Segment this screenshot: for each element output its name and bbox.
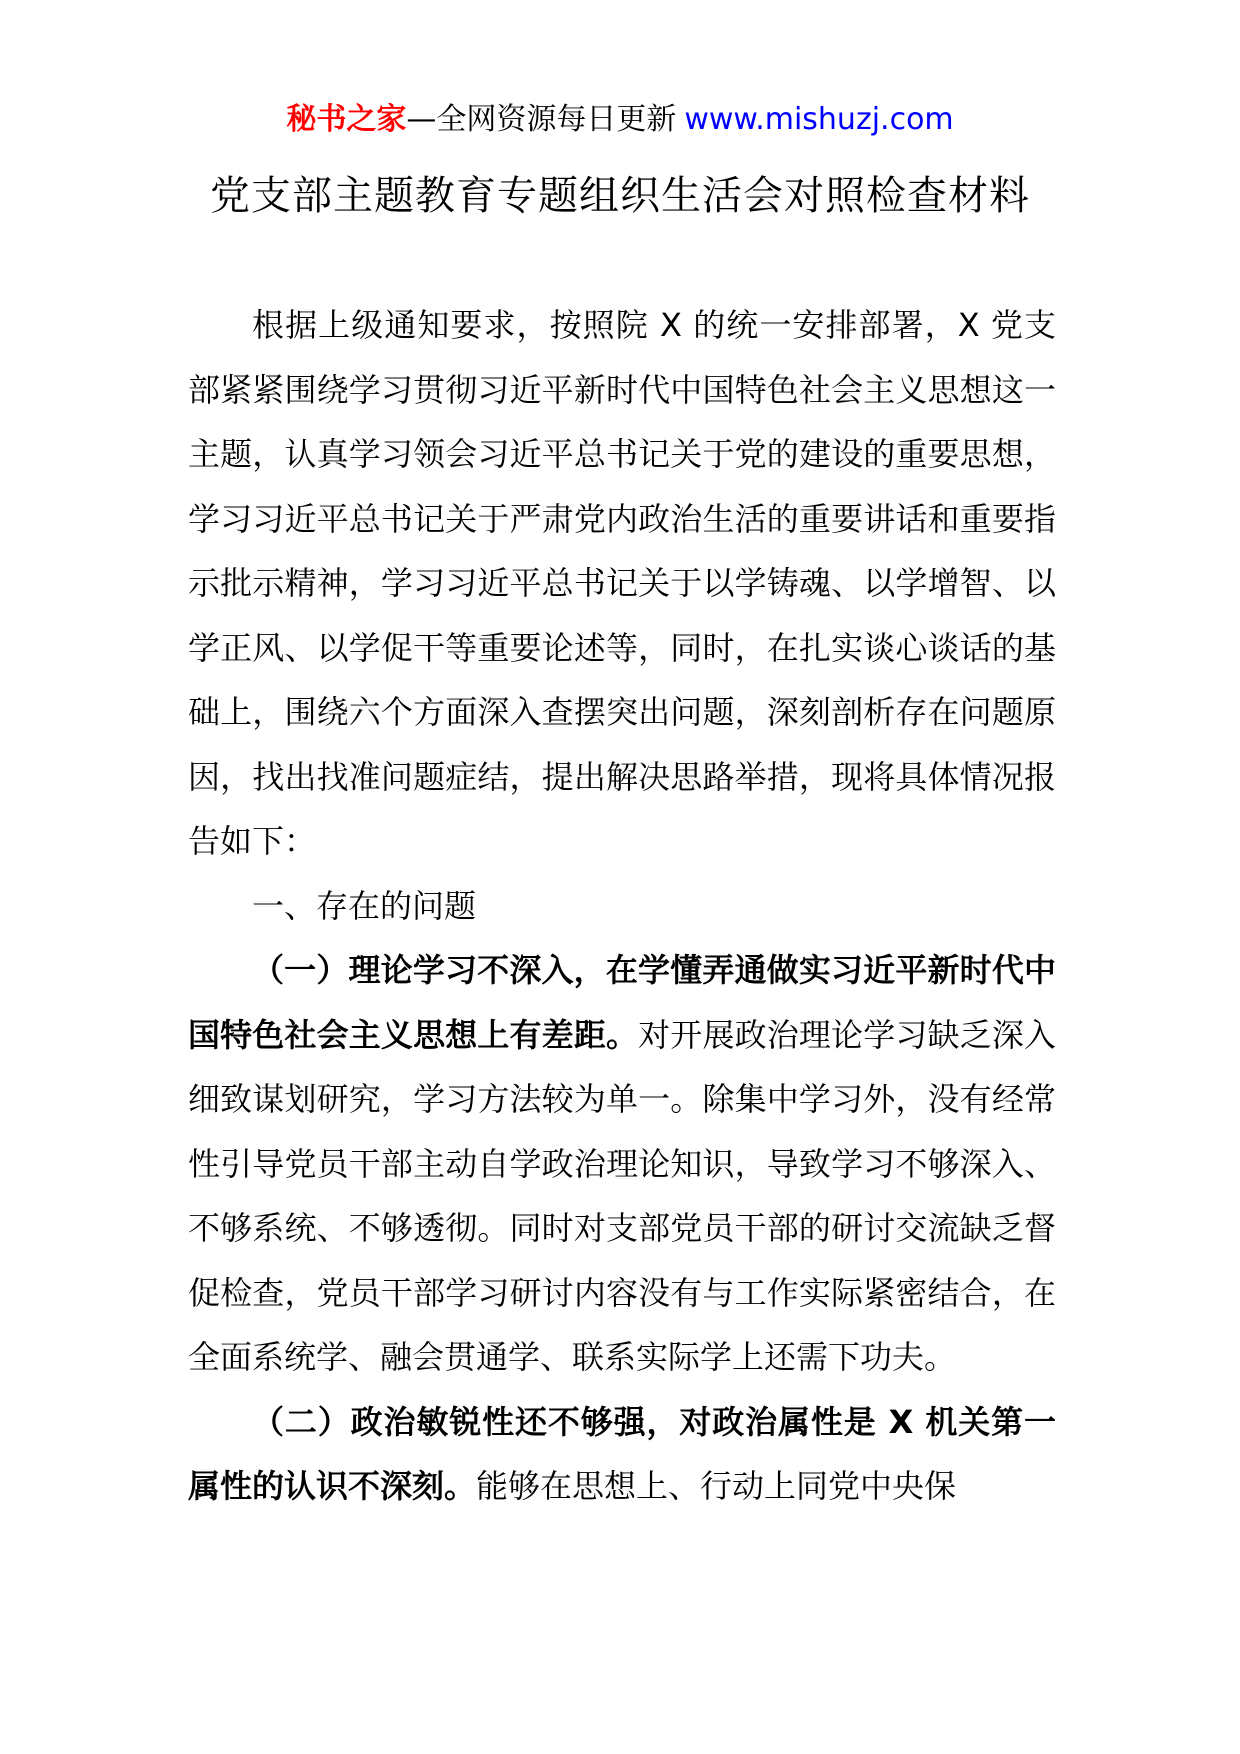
problem-item-2-body: 能够在思想上、行动上同党中央保 [476,1467,957,1505]
problem-item-2 [188,1390,1056,1519]
section-heading-problems: 一、存在的问题 [252,886,477,925]
problem-item-2-heading: （二）政治敏锐性还不够强，对政治属性是 X 机关第一属性的认识不深刻。 [188,1402,1056,1505]
site-banner [0,100,1240,140]
problem-item-1 [188,938,1056,1390]
brand-name: 秘书之家 [286,102,407,137]
document-title: 党支部主题教育专题组织生活会对照检查材料 [210,173,1030,219]
banner-tagline: —全网资源每日更新 [406,102,677,137]
problem-item-1-heading: （一）理论学习不深入，在学懂弄通做实习近平新时代中国特色社会主义思想上有差距。 [188,951,1056,1054]
document-body [188,293,1056,1519]
intro-paragraph: 根据上级通知要求，按照院 X 的统一安排部署，X 党支部紧紧围绕学习贯彻习近平新时代中国特色社会主义思想这一主题，认真学习领会习近平总书记关于党的建设的重要思想，学习习近平总书记关于严肃党内政治生活的重要讲话和重要指示批示精神，学习习近平总书记关于以学铸魂、以学增智、以学正风、以学促干等重要论述等，同时，在扎实谈心谈话的基础上，围绕六个方面深入查摆突出问题，深刻剖析存在问题原因，找出找准问题症结，提出解决思路举措，现将具体情况报告如下： [188,306,1056,860]
site-url-link[interactable]: www.mishuzj.com [684,102,954,137]
problem-item-1-body: 对开展政治理论学习缺乏深入细致谋划研究，学习方法较为单一。除集中学习外，没有经常性引导党员干部主动自学政治理论知识，导致学习不够深入、不够系统、不够透彻。同时对支部党员干部的研讨交流缺乏督促检查，党员干部学习研讨内容没有与工作实际紧密结合，在全面系统学、融会贯通学、联系实际学上还需下功夫。 [188,1015,1056,1376]
